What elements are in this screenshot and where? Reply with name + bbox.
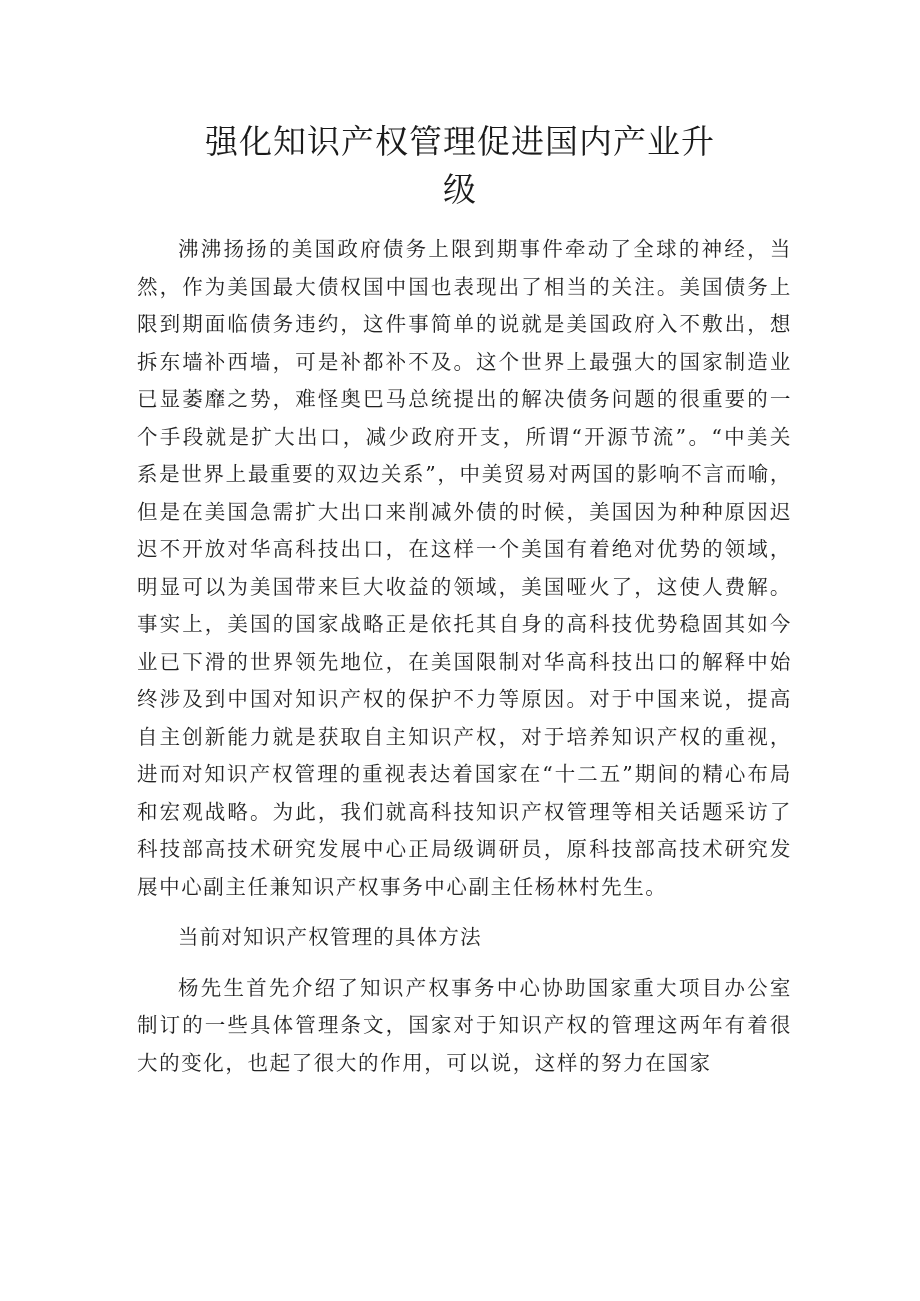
body-paragraph-intro: 沸沸扬扬的美国政府债务上限到期事件牵动了全球的神经，当然，作为美国最大债权国中国也表现出了相当的关注。美国债务上限到期面临债务违约，这件事简单的说就是美国政府入不敷出，想拆东墙补西墙，可是补都补不及。这个世界上最强大的国家制造业已显萎靡之势，难怪奥巴马总统提出的解决债务问题的很重要的一个手段就是扩大出口，减少政府开支，所谓“开源节流”。“中美关系是世界上最重要的双边关系”，中美贸易对两国的影响不言而喻，但是在美国急需扩大出口来削减外债的时候，美国因为种种原因迟迟不开放对华高科技出口，在这样一个美国有着绝对优势的领域，明显可以为美国带来巨大收益的领域，美国哑火了，这使人费解。事实上，美国的国家战略正是依托其自身的高科技优势稳固其如今业已下滑的世界领先地位，在美国限制对华高科技出口的解释中始终涉及到中国对知识产权的保护不力等原因。对于中国来说，提高自主创新能力就是获取自主知识产权，对于培养知识产权的重视，进而对知识产权管理的重视表达着国家在“十二五”期间的精心布局和宏观战略。为此，我们就高科技知识产权管理等相关话题采访了科技部高技术研究发展中心正局级调研员，原科技部高技术研究发展中心副主任兼知识产权事务中心副主任杨林村先生。 bbox=[137, 237, 792, 899]
document-body bbox=[137, 231, 792, 1082]
section-heading: 当前对知识产权管理的具体方法 bbox=[178, 925, 482, 949]
document-title: 强化知识产权管理促进国内产业升级 bbox=[205, 122, 715, 209]
body-paragraph-section: 杨先生首先介绍了知识产权事务中心协助国家重大项目办公室制订的一些具体管理条文，国家对于知识产权的管理这两年有着很大的变化，也起了很大的作用，可以说，这样的努力在国家 bbox=[137, 975, 792, 1075]
